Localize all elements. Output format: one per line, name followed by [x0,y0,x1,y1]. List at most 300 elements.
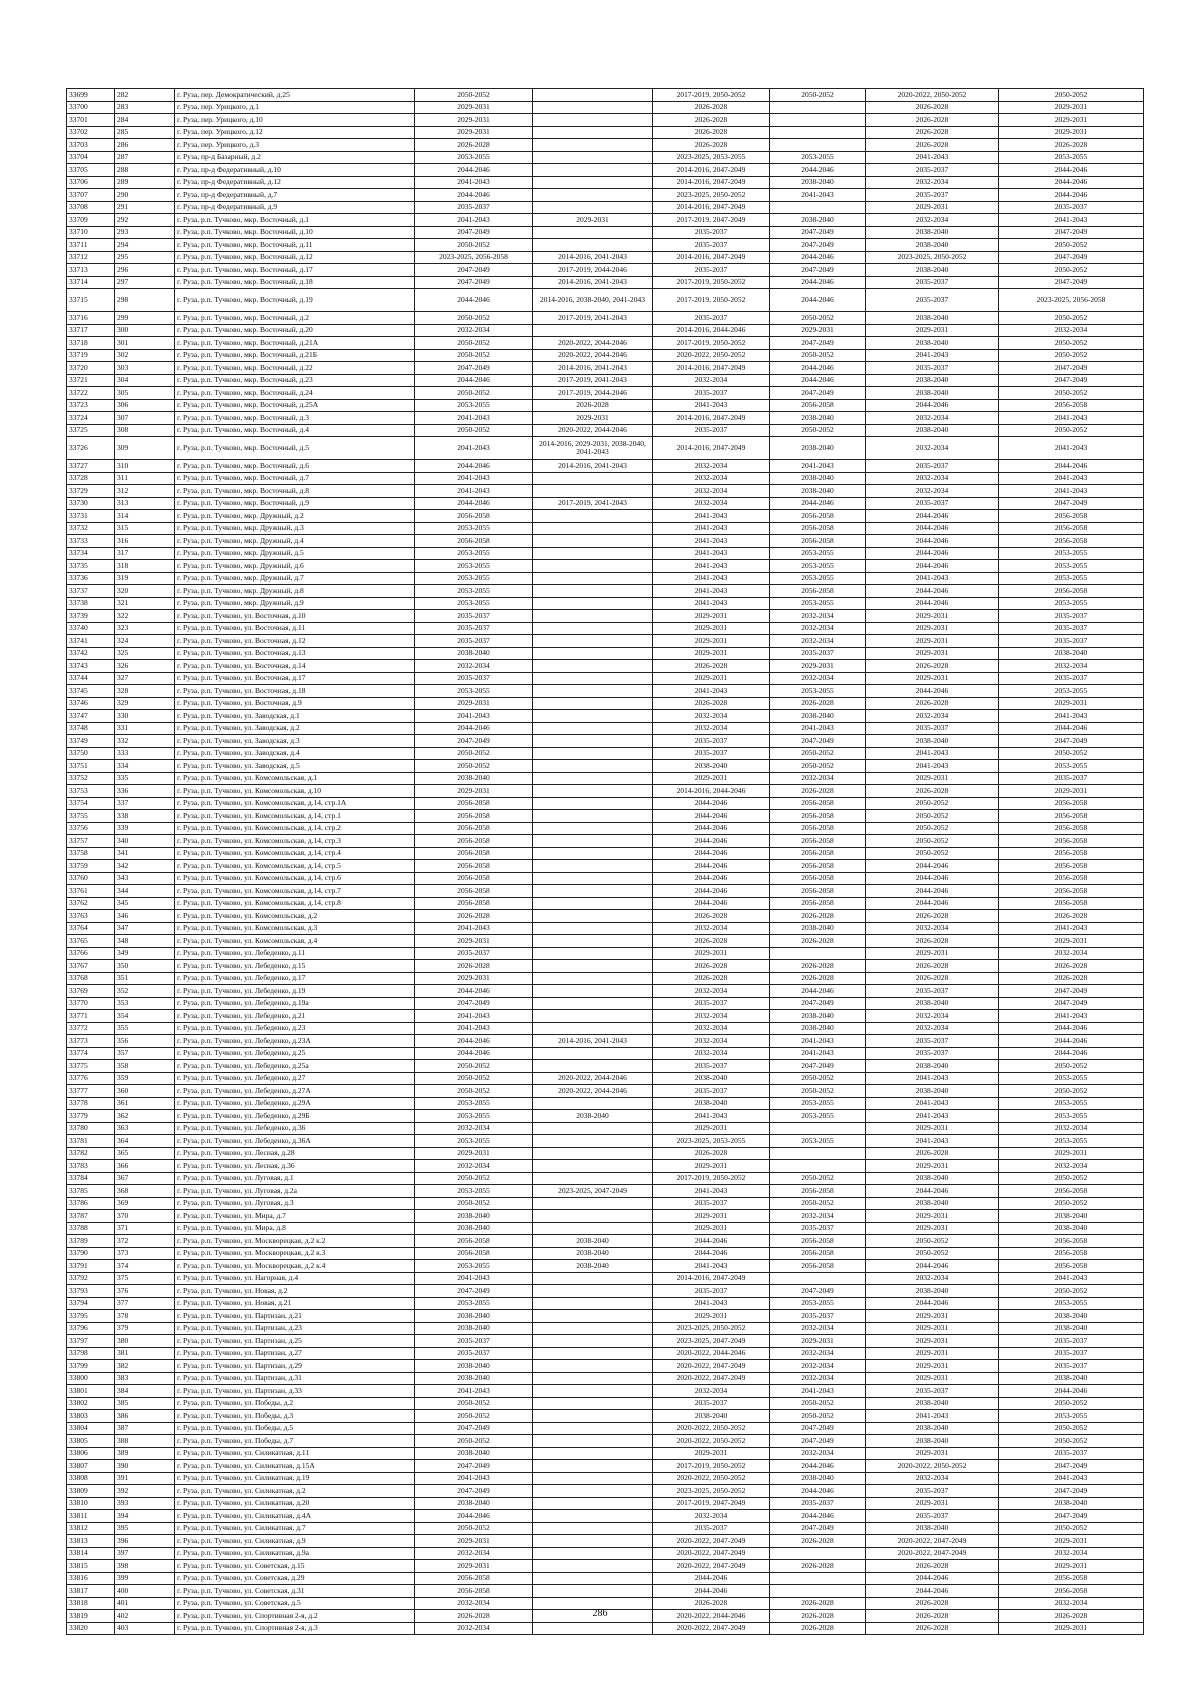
cell-address: г. Руза, р.п. Тучково, ул. Луговая, д.3 [175,1197,415,1210]
cell-id: 33746 [67,697,115,710]
cell-address: г. Руза, р.п. Тучково, ул. Лесная, д.36 [175,1160,415,1173]
cell-id: 33751 [67,760,115,773]
table-row [67,239,1144,252]
cell-period-3: 2035-2037 [653,1197,770,1210]
table-row [67,1347,1144,1360]
cell-period-1: 2050-2052 [415,1522,533,1535]
table-row [67,572,1144,585]
cell-period-1: 2041-2043 [415,1022,533,1035]
cell-period-6: 2044-2046 [999,164,1144,177]
cell-number: 305 [115,387,175,400]
table-row [67,535,1144,548]
table-row [67,201,1144,214]
cell-period-6: 2056-2058 [999,585,1144,598]
cell-number: 356 [115,1035,175,1048]
cell-id: 33811 [67,1510,115,1523]
cell-period-4: 2056-2058 [770,835,866,848]
cell-period-1: 2041-2043 [415,472,533,485]
cell-id: 33779 [67,1110,115,1123]
cell-address: г. Руза, р.п. Тучково, мкр. Дружный, д.6 [175,560,415,573]
cell-period-1: 2050-2052 [415,1085,533,1098]
cell-period-3: 2017-2019, 2050-2052 [653,289,770,312]
cell-period-2 [533,472,653,485]
cell-period-3: 2044-2046 [653,1572,770,1585]
table-row [67,785,1144,798]
cell-period-6: 2050-2052 [999,89,1144,102]
cell-id: 33800 [67,1372,115,1385]
cell-period-6: 2041-2043 [999,1472,1144,1485]
cell-id: 33814 [67,1547,115,1560]
cell-id: 33794 [67,1297,115,1310]
cell-period-5: 2029-2031 [866,324,999,337]
cell-number: 341 [115,847,175,860]
cell-address: г. Руза, р.п. Тучково, ул. Лебеденко, д.15 [175,960,415,973]
cell-number: 331 [115,722,175,735]
cell-period-3: 2032-2034 [653,472,770,485]
table-row [67,251,1144,264]
cell-address: г. Руза, р.п. Тучково, ул. Заводская, д.2 [175,722,415,735]
cell-id: 33716 [67,312,115,325]
cell-period-5: 2038-2040 [866,337,999,350]
cell-period-6: 2032-2034 [999,324,1144,337]
cell-address: г. Руза, р.п. Тучково, ул. Партизан, д.33 [175,1385,415,1398]
cell-period-5: 2029-2031 [866,1210,999,1223]
table-row [67,510,1144,523]
cell-period-6: 2056-2058 [999,1185,1144,1198]
cell-number: 291 [115,201,175,214]
cell-period-3: 2032-2034 [653,1010,770,1023]
cell-number: 337 [115,797,175,810]
cell-address: г. Руза, р.п. Тучково, ул. Комсомольская, д.10 [175,785,415,798]
cell-period-6: 2026-2028 [999,139,1144,152]
table-row [67,324,1144,337]
cell-period-2 [533,1210,653,1223]
cell-period-3: 2026-2028 [653,660,770,673]
cell-period-3: 2029-2031 [653,635,770,648]
cell-number: 370 [115,1210,175,1223]
table-row [67,810,1144,823]
cell-period-4: 2047-2049 [770,1285,866,1298]
cell-address: г. Руза, пр-д Федеративный, д.10 [175,164,415,177]
cell-period-3: 2020-2022, 2047-2049 [653,1547,770,1560]
cell-id: 33723 [67,399,115,412]
cell-period-3: 2029-2031 [653,947,770,960]
cell-period-2 [533,1172,653,1185]
cell-id: 33720 [67,362,115,375]
cell-period-3: 2041-2043 [653,1110,770,1123]
cell-period-3: 2032-2034 [653,485,770,498]
cell-address: г. Руза, р.п. Тучково, ул. Комсомольская, д.14, стр.4 [175,847,415,860]
cell-id: 33759 [67,860,115,873]
cell-number: 333 [115,747,175,760]
cell-number: 346 [115,910,175,923]
cell-period-2 [533,935,653,948]
table-row [67,1435,1144,1448]
cell-period-5: 2029-2031 [866,622,999,635]
cell-period-3: 2032-2034 [653,460,770,473]
cell-number: 400 [115,1585,175,1598]
cell-period-5: 2038-2040 [866,387,999,400]
cell-address: г. Руза, р.п. Тучково, ул. Нагорная, д.4 [175,1272,415,1285]
cell-period-5: 2038-2040 [866,1522,999,1535]
cell-period-2: 2020-2022, 2044-2046 [533,349,653,362]
cell-address: г. Руза, р.п. Тучково, ул. Луговая, д.2а [175,1185,415,1198]
cell-period-2 [533,1485,653,1498]
cell-period-5: 2029-2031 [866,672,999,685]
cell-number: 316 [115,535,175,548]
cell-period-1: 2050-2052 [415,387,533,400]
cell-period-2 [533,1335,653,1348]
cell-period-5: 2044-2046 [866,1585,999,1598]
cell-id: 33802 [67,1397,115,1410]
cell-period-5: 2044-2046 [866,399,999,412]
cell-id: 33806 [67,1447,115,1460]
cell-period-3: 2029-2031 [653,1310,770,1323]
cell-period-6: 2038-2040 [999,1222,1144,1235]
cell-period-4 [770,947,866,960]
cell-period-5: 2035-2037 [866,497,999,510]
cell-period-4: 2056-2058 [770,535,866,548]
cell-period-5: 2035-2037 [866,1035,999,1048]
cell-number: 355 [115,1022,175,1035]
cell-period-4: 2050-2052 [770,760,866,773]
cell-period-6: 2044-2046 [999,189,1144,202]
cell-period-6: 2056-2058 [999,810,1144,823]
cell-period-2 [533,239,653,252]
cell-number: 321 [115,597,175,610]
cell-period-4: 2050-2052 [770,424,866,437]
cell-period-2 [533,226,653,239]
cell-period-3: 2026-2028 [653,126,770,139]
cell-period-1: 2032-2034 [415,1160,533,1173]
cell-period-6: 2041-2043 [999,472,1144,485]
cell-period-3: 2014-2016, 2044-2046 [653,324,770,337]
cell-period-5: 2032-2034 [866,412,999,425]
cell-address: г. Руза, р.п. Тучково, мкр. Восточный, д.24 [175,387,415,400]
table-row [67,485,1144,498]
cell-id: 33710 [67,226,115,239]
cell-period-1: 2056-2058 [415,860,533,873]
cell-period-1: 2035-2037 [415,610,533,623]
cell-period-2 [533,1347,653,1360]
cell-period-1: 2053-2055 [415,1297,533,1310]
cell-period-4 [770,139,866,152]
table-row [67,387,1144,400]
cell-period-2 [533,1497,653,1510]
cell-period-5: 2032-2034 [866,437,999,460]
cell-period-5: 2026-2028 [866,1622,999,1635]
table-row [67,797,1144,810]
cell-number: 365 [115,1147,175,1160]
cell-number: 389 [115,1447,175,1460]
cell-period-3: 2044-2046 [653,822,770,835]
cell-period-6: 2053-2055 [999,560,1144,573]
cell-number: 327 [115,672,175,685]
table-row [67,1560,1144,1573]
cell-number: 302 [115,349,175,362]
cell-period-1: 2035-2037 [415,1347,533,1360]
cell-period-4: 2032-2034 [770,772,866,785]
data-table [66,88,1144,1635]
cell-period-5: 2041-2043 [866,1135,999,1148]
cell-period-2 [533,585,653,598]
cell-period-5: 2029-2031 [866,1322,999,1335]
cell-period-6: 2038-2040 [999,1210,1144,1223]
cell-period-5: 2029-2031 [866,1310,999,1323]
cell-period-6: 2029-2031 [999,785,1144,798]
cell-period-5: 2029-2031 [866,1122,999,1135]
cell-period-5: 2038-2040 [866,239,999,252]
cell-period-2 [533,1622,653,1635]
cell-period-3: 2032-2034 [653,1510,770,1523]
cell-period-2: 2020-2022, 2044-2046 [533,1072,653,1085]
cell-period-6: 2050-2052 [999,1435,1144,1448]
cell-period-5: 2032-2034 [866,176,999,189]
cell-number: 358 [115,1060,175,1073]
cell-number: 334 [115,760,175,773]
cell-address: г. Руза, р.п. Тучково, мкр. Восточный, д.21Б [175,349,415,362]
cell-period-4: 2041-2043 [770,460,866,473]
cell-address: г. Руза, пер. Урицкого, д.3 [175,139,415,152]
cell-id: 33783 [67,1160,115,1173]
cell-period-6: 2023-2025, 2056-2058 [999,289,1144,312]
cell-period-3: 2020-2022, 2047-2049 [653,1372,770,1385]
cell-period-2: 2038-2040 [533,1110,653,1123]
cell-period-1: 2041-2043 [415,1472,533,1485]
cell-period-3: 2029-2031 [653,1447,770,1460]
cell-period-1: 2041-2043 [415,176,533,189]
cell-period-3: 2038-2040 [653,1072,770,1085]
cell-period-6: 2044-2046 [999,460,1144,473]
cell-address: г. Руза, р.п. Тучково, ул. Восточная, д.11 [175,622,415,635]
cell-period-4: 2038-2040 [770,176,866,189]
cell-id: 33774 [67,1047,115,1060]
table-row [67,647,1144,660]
cell-period-1: 2047-2049 [415,735,533,748]
table-row [67,126,1144,139]
cell-number: 295 [115,251,175,264]
cell-period-1: 2038-2040 [415,1210,533,1223]
cell-id: 33719 [67,349,115,362]
cell-id: 33809 [67,1485,115,1498]
cell-id: 33765 [67,935,115,948]
cell-address: г. Руза, р.п. Тучково, ул. Лебеденко, д.19 [175,985,415,998]
cell-number: 381 [115,1347,175,1360]
cell-period-2 [533,1010,653,1023]
cell-number: 324 [115,635,175,648]
cell-period-6: 2035-2037 [999,1447,1144,1460]
cell-period-2 [533,151,653,164]
cell-address: г. Руза, р.п. Тучково, мкр. Дружный, д.5 [175,547,415,560]
cell-period-6: 2038-2040 [999,1322,1144,1335]
cell-period-1: 2050-2052 [415,1072,533,1085]
cell-id: 33742 [67,647,115,660]
cell-id: 33737 [67,585,115,598]
cell-id: 33713 [67,264,115,277]
cell-id: 33727 [67,460,115,473]
cell-period-4: 2044-2046 [770,362,866,375]
cell-period-1: 2053-2055 [415,685,533,698]
cell-period-3: 2026-2028 [653,101,770,114]
cell-id: 33798 [67,1347,115,1360]
cell-number: 378 [115,1310,175,1323]
table-row [67,101,1144,114]
cell-id: 33789 [67,1235,115,1248]
table-row [67,1197,1144,1210]
cell-period-5: 2026-2028 [866,660,999,673]
cell-id: 33714 [67,276,115,289]
table-row [67,226,1144,239]
cell-period-2 [533,1060,653,1073]
cell-period-1: 2056-2058 [415,822,533,835]
table-row [67,685,1144,698]
cell-period-1: 2044-2046 [415,497,533,510]
cell-period-2: 2014-2016, 2029-2031, 2038-2040, 2041-2043 [533,437,653,460]
cell-period-4 [770,1147,866,1160]
cell-number: 320 [115,585,175,598]
cell-period-3: 2035-2037 [653,997,770,1010]
cell-id: 33790 [67,1247,115,1260]
cell-period-4: 2050-2052 [770,1410,866,1423]
table-row [67,89,1144,102]
cell-period-1: 2032-2034 [415,1597,533,1610]
cell-period-4: 2032-2034 [770,1322,866,1335]
cell-period-3: 2026-2028 [653,697,770,710]
table-row [67,1360,1144,1373]
cell-period-2 [533,324,653,337]
cell-period-3: 2017-2019, 2047-2049 [653,214,770,227]
cell-address: г. Руза, р.п. Тучково, ул. Комсомольская, д.14, стр.6 [175,872,415,885]
cell-period-5: 2038-2040 [866,312,999,325]
cell-period-4: 2038-2040 [770,437,866,460]
cell-id: 33818 [67,1597,115,1610]
cell-address: г. Руза, р.п. Тучково, ул. Заводская, д.5 [175,760,415,773]
cell-period-3: 2041-2043 [653,597,770,610]
cell-period-1: 2023-2025, 2056-2058 [415,251,533,264]
cell-period-4: 2047-2049 [770,997,866,1010]
cell-period-1: 2029-2031 [415,1535,533,1548]
cell-id: 33699 [67,89,115,102]
cell-period-6: 2053-2055 [999,572,1144,585]
cell-period-3: 2035-2037 [653,424,770,437]
cell-period-5: 2032-2034 [866,1472,999,1485]
cell-period-3: 2020-2022, 2050-2052 [653,1435,770,1448]
cell-period-6: 2035-2037 [999,610,1144,623]
cell-number: 294 [115,239,175,252]
table-row [67,412,1144,425]
cell-number: 292 [115,214,175,227]
cell-period-5: 2041-2043 [866,1097,999,1110]
cell-number: 386 [115,1410,175,1423]
cell-period-3: 2035-2037 [653,1085,770,1098]
cell-id: 33748 [67,722,115,735]
cell-period-1: 2044-2046 [415,1035,533,1048]
cell-period-1: 2029-2031 [415,126,533,139]
cell-period-5: 2038-2040 [866,997,999,1010]
cell-period-5: 2020-2022, 2050-2052 [866,89,999,102]
cell-number: 366 [115,1160,175,1173]
table-row [67,560,1144,573]
cell-period-3: 2017-2019, 2050-2052 [653,337,770,350]
table-row [67,1060,1144,1073]
cell-id: 33717 [67,324,115,337]
cell-address: г. Руза, р.п. Тучково, ул. Лебеденко, д.19а [175,997,415,1010]
cell-id: 33771 [67,1010,115,1023]
cell-id: 33711 [67,239,115,252]
table-row [67,1385,1144,1398]
cell-period-5: 2026-2028 [866,960,999,973]
cell-period-4: 2044-2046 [770,985,866,998]
cell-period-4: 2041-2043 [770,1385,866,1398]
cell-period-1: 2047-2049 [415,1460,533,1473]
cell-id: 33787 [67,1210,115,1223]
cell-period-5: 2050-2052 [866,797,999,810]
cell-period-5: 2026-2028 [866,1147,999,1160]
cell-number: 369 [115,1197,175,1210]
cell-id: 33739 [67,610,115,623]
cell-period-3: 2020-2022, 2050-2052 [653,1422,770,1435]
cell-period-2: 2029-2031 [533,214,653,227]
cell-address: г. Руза, р.п. Тучково, ул. Силикатная, д.15А [175,1460,415,1473]
cell-period-4 [770,114,866,127]
cell-id: 33761 [67,885,115,898]
cell-number: 301 [115,337,175,350]
cell-number: 379 [115,1322,175,1335]
cell-period-1: 2050-2052 [415,1197,533,1210]
table-row [67,1410,1144,1423]
cell-period-6: 2053-2055 [999,1110,1144,1123]
cell-number: 392 [115,1485,175,1498]
cell-period-4: 2038-2040 [770,1472,866,1485]
cell-number: 394 [115,1510,175,1523]
cell-id: 33815 [67,1560,115,1573]
cell-period-5: 2050-2052 [866,835,999,848]
cell-period-4: 2038-2040 [770,1022,866,1035]
cell-period-2: 2017-2019, 2041-2043 [533,374,653,387]
cell-period-5: 2029-2031 [866,1347,999,1360]
cell-period-2 [533,1222,653,1235]
cell-id: 33816 [67,1572,115,1585]
table-row [67,747,1144,760]
cell-period-5: 2038-2040 [866,264,999,277]
cell-id: 33707 [67,189,115,202]
cell-id: 33753 [67,785,115,798]
cell-period-6: 2050-2052 [999,1197,1144,1210]
cell-period-1: 2044-2046 [415,985,533,998]
cell-address: г. Руза, р.п. Тучково, мкр. Восточный, д.5 [175,437,415,460]
cell-period-6: 2056-2058 [999,797,1144,810]
table-row [67,1085,1144,1098]
cell-id: 33813 [67,1535,115,1548]
cell-number: 364 [115,1135,175,1148]
cell-address: г. Руза, р.п. Тучково, ул. Комсомольская, д.14, стр.8 [175,897,415,910]
table-row [67,1485,1144,1498]
table-row [67,872,1144,885]
cell-period-5: 2032-2034 [866,485,999,498]
cell-period-5: 2032-2034 [866,1010,999,1023]
cell-period-2 [533,1460,653,1473]
cell-id: 33756 [67,822,115,835]
cell-period-2 [533,972,653,985]
cell-period-1: 2053-2055 [415,1185,533,1198]
cell-period-5: 2041-2043 [866,1072,999,1085]
cell-number: 317 [115,547,175,560]
cell-period-6: 2029-2031 [999,1622,1144,1635]
cell-period-1: 2050-2052 [415,337,533,350]
cell-period-3: 2014-2016, 2047-2049 [653,362,770,375]
cell-period-3: 2044-2046 [653,885,770,898]
cell-number: 312 [115,485,175,498]
